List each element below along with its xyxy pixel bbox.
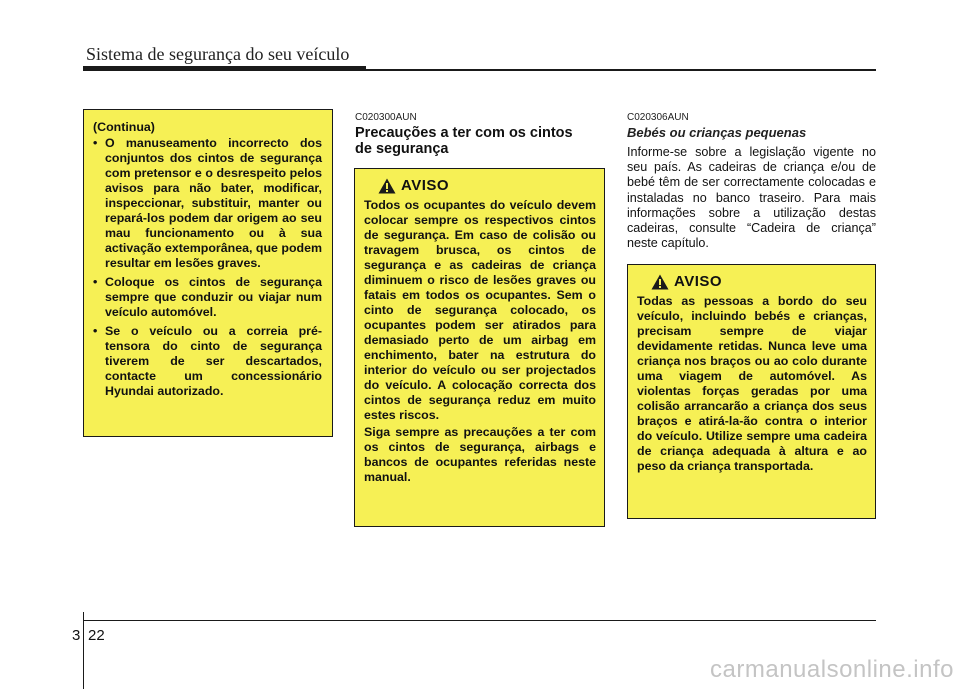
section-code: C020300AUN [355, 112, 417, 123]
section-heading [355, 125, 573, 157]
warning-text: Todos os ocupantes do veículo devem colocar sempre os respectivos cintos de segurança. Em caso de colisão ou travagem brusca, os cintos de segurança e as cadeiras de criança diminuem o risco de lesões graves ou fatais em todos os ocupantes. Sem o cinto de segurança colocado, os ocupantes podem ser atirados para demasiado perto de um airbag em enchimento, bater na estrutura do interior do veículo ou ser projectados do veículo. A colocação correcta dos cintos de segurança reduz em muito estes riscos. [364, 198, 596, 422]
warning-triangle-icon [378, 178, 396, 194]
section-subheading: Bebés ou crianças pequenas [627, 125, 807, 140]
warning-box-precautions [354, 168, 605, 527]
footer-horizontal-rule [83, 620, 876, 621]
bullet-dot-icon: • [93, 324, 98, 338]
header-rule-thick [83, 66, 366, 71]
page-header-title: Sistema de segurança do seu veículo [86, 44, 350, 64]
continued-label: (Continua) [93, 120, 155, 134]
bullet-item [93, 324, 322, 399]
section-code: C020306AUN [627, 112, 689, 123]
section-heading-line: Precauções a ter com os cintos [355, 125, 573, 141]
footer-vertical-rule [83, 612, 84, 689]
warning-header [651, 273, 867, 290]
bullet-dot-icon: • [93, 136, 98, 150]
bullet-item [93, 275, 322, 320]
bullet-item [93, 136, 322, 271]
bullet-text: O manuseamento incorrecto dos conjuntos dos cintos de segurança com pretensor e o desrespeito pelos avisos para não bater, modificar, inspeccionar, substituir, manter ou repará-los podem dar origem ao seu mau funcionamento ou à sua activação extemporânea, que podem resultar em lesões graves. [105, 136, 322, 270]
warning-triangle-icon [651, 274, 669, 290]
bullet-text: Coloque os cintos de segurança sempre que conduzir ou viajar num veículo automóvel. [105, 275, 322, 319]
warning-label: AVISO [401, 177, 450, 194]
watermark-text: carmanualsonline.info [710, 656, 954, 683]
continued-warning-box [83, 109, 333, 437]
header-rule-thin [366, 69, 876, 71]
warning-header [378, 177, 596, 194]
continued-bullet-list [93, 136, 322, 399]
warning-box-children [627, 264, 876, 519]
warning-label: AVISO [674, 273, 723, 290]
chapter-number: 3 [72, 627, 81, 644]
bullet-text: Se o veículo ou a correia pré-tensora do cinto de segurança tiverem de ser descartados, contacte um concessionário Hyundai autorizado. [105, 324, 322, 398]
page-number: 22 [88, 627, 105, 644]
section-body-text: Informe-se sobre a legislação vigente no seu país. As cadeiras de criança e/ou de bebé têm de ser correctamente colocadas e instaladas no banco traseiro. Para mais informações sobre a utilização destas cadeiras, consulte “Cadeira de criança” neste capítulo. [627, 145, 876, 251]
section-heading-line: de segurança [355, 141, 449, 157]
warning-text: Todas as pessoas a bordo do seu veículo, incluindo bebés e crianças, precisam sempre de viajar devidamente retidas. Nunca leve uma criança nos braços ou ao colo durante uma viagem de automóvel. As violentas forças geradas por uma colisão arrancarão a criança dos seus braços e atirá-la-ão contra o interior do veículo. Utilize sempre uma cadeira de criança adequada à altura e ao peso da criança transportada. [637, 294, 867, 473]
bullet-dot-icon: • [93, 275, 98, 289]
warning-text: Siga sempre as precauções a ter com os cintos de segurança, airbags e bancos de ocupantes referidas neste manual. [364, 425, 596, 484]
